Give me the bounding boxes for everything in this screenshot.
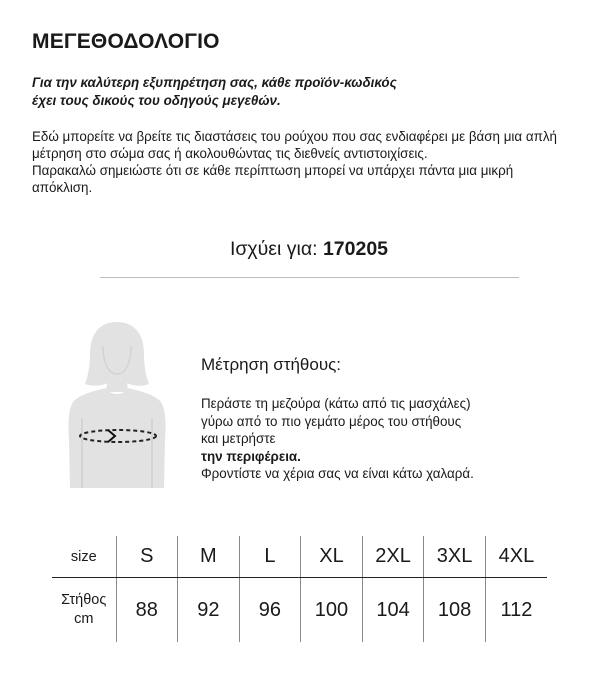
size-cell-l: L — [239, 536, 301, 578]
measurement-heading: Μέτρηση στήθους: — [201, 355, 342, 374]
page-title: ΜΕΓΕΘΟΔΟΛΟΓΙΟ — [32, 30, 220, 53]
chest-value-3xl: 108 — [424, 578, 486, 643]
validity-label: Ισχύει για: — [229, 238, 323, 260]
description-paragraph: Παρακαλώ σημειώστε ότι σε κάθε περίπτωση μπορεί να υπάρχει πάντα μια μικρή απόκλιση. — [32, 163, 514, 195]
chest-label: Στήθος — [61, 592, 107, 608]
size-row-label: size — [52, 536, 116, 578]
female-torso-measuring-tape-icon — [62, 316, 172, 488]
chest-value-m: 92 — [178, 578, 240, 643]
instruction-emphasis: την περιφέρεια. — [201, 448, 301, 464]
intro-line: Για την καλύτερη εξυπηρέτηση σας, κάθε προϊόν-κωδικός — [32, 75, 397, 90]
instruction-line: Περάστε τη μεζούρα (κάτω από τις μασχάλες) — [201, 396, 471, 411]
size-cell-m: M — [178, 536, 240, 578]
intro-line: έχει τους δικούς του οδηγούς μεγεθών. — [32, 93, 281, 108]
chest-value-l: 96 — [239, 578, 301, 643]
chest-unit: cm — [74, 611, 94, 627]
product-code: 170205 — [322, 238, 389, 260]
size-cell-xl: XL — [301, 536, 363, 578]
instruction-text: και μετρήστε — [201, 431, 276, 446]
intro-text — [32, 74, 572, 110]
chest-value-xl: 100 — [301, 578, 363, 643]
size-header-row — [52, 536, 547, 578]
instruction-line: γύρω από το πιο γεμάτο μέρος του στήθους — [201, 413, 462, 429]
instruction-line: Φροντίστε να χέρια σας να είναι κάτω χαλαρά. — [201, 466, 474, 481]
instruction-line — [201, 430, 581, 465]
chest-row-label — [52, 578, 116, 643]
size-cell-3xl: 3XL — [424, 536, 486, 578]
divider — [100, 277, 519, 278]
chest-row — [52, 578, 547, 643]
size-cell-4xl: 4XL — [485, 536, 547, 578]
size-cell-2xl: 2XL — [362, 536, 424, 578]
size-table — [52, 536, 547, 642]
description-paragraph: Εδώ μπορείτε να βρείτε τις διαστάσεις του ρούχου που σας ενδιαφέρει με βάση μια απλή μέτρηση στο σώμα σας ή ακολουθώντας τις διεθνείς αντιστοιχίσεις. — [32, 129, 557, 161]
chest-value-s: 88 — [116, 578, 178, 643]
size-cell-s: S — [116, 536, 178, 578]
measurement-instructions — [201, 395, 581, 483]
chest-value-4xl: 112 — [485, 578, 547, 643]
description — [32, 128, 562, 196]
chest-value-2xl: 104 — [362, 578, 424, 643]
validity-line — [0, 238, 600, 261]
